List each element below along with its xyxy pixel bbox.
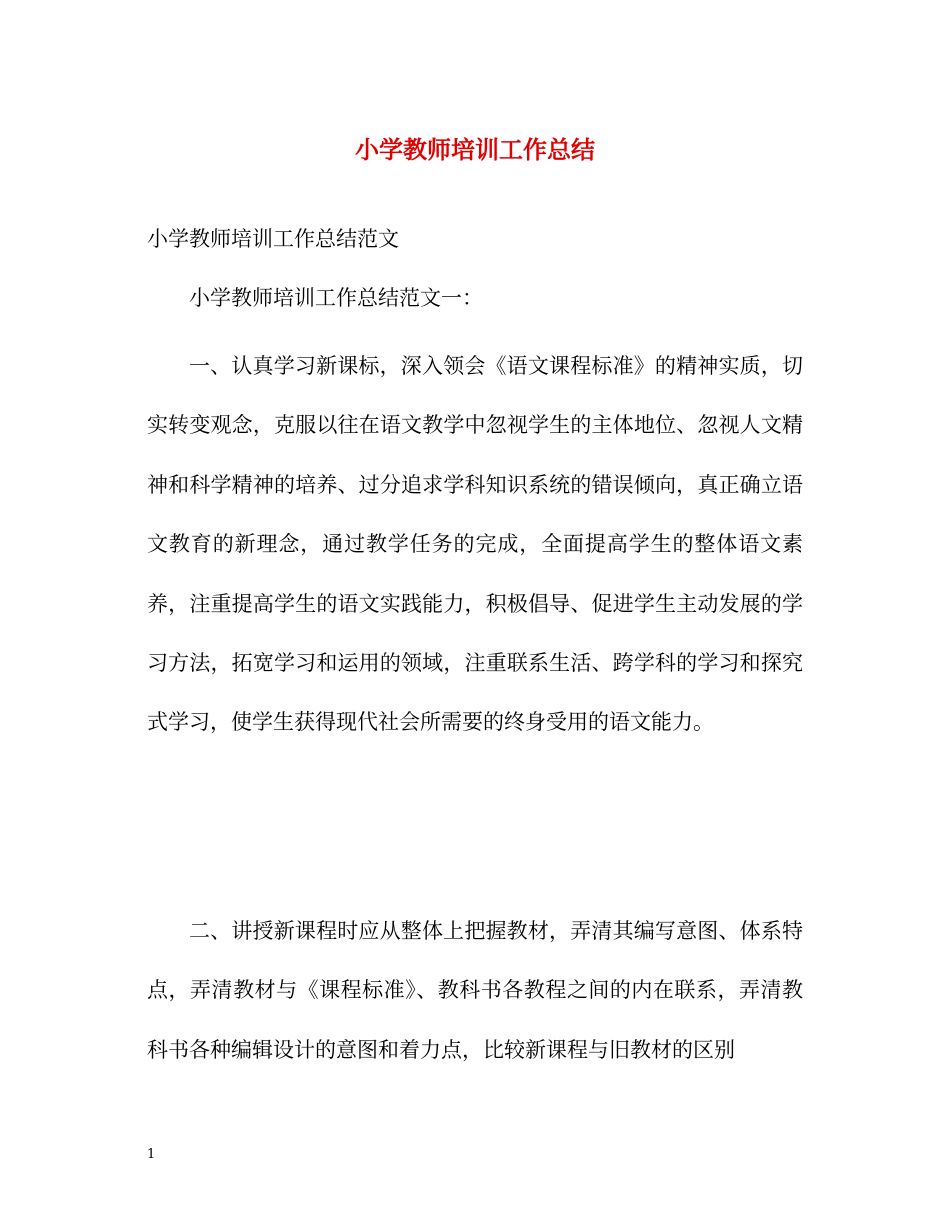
paragraph-1: 一、认真学习新课标，深入领会《语文课程标准》的精神实质，切实转变观念，克服以往在语文教学中忽视学生的主体地位、忽视人文精神和科学精神的培养、过分追求学科知识系统的错误倾向，真正确立语文教育的新理念，通过教学任务的完成，全面提高学生的整体语文素养，注重提高学生的语文实践能力，积极倡导、促进学生主动发展的学习方法，拓宽学习和运用的领域，注重联系生活、跨学科的学习和探究式学习，使学生获得现代社会所需要的终身受用的语文能力。	[147, 354, 803, 735]
document-subtitle: 小学教师培训工作总结范文	[147, 227, 399, 251]
document-title: 小学教师培训工作总结	[355, 135, 595, 164]
page-number: 1	[147, 1147, 156, 1162]
section-label: 小学教师培训工作总结范文一：	[189, 286, 483, 310]
paragraph-2: 二、讲授新课程时应从整体上把握教材，弄清其编写意图、体系特点，弄清教材与《课程标准》、教科书各教程之间的内在联系，弄清教科书各种编辑设计的意图和着力点，比较新课程与旧教材的区别	[147, 919, 803, 1062]
